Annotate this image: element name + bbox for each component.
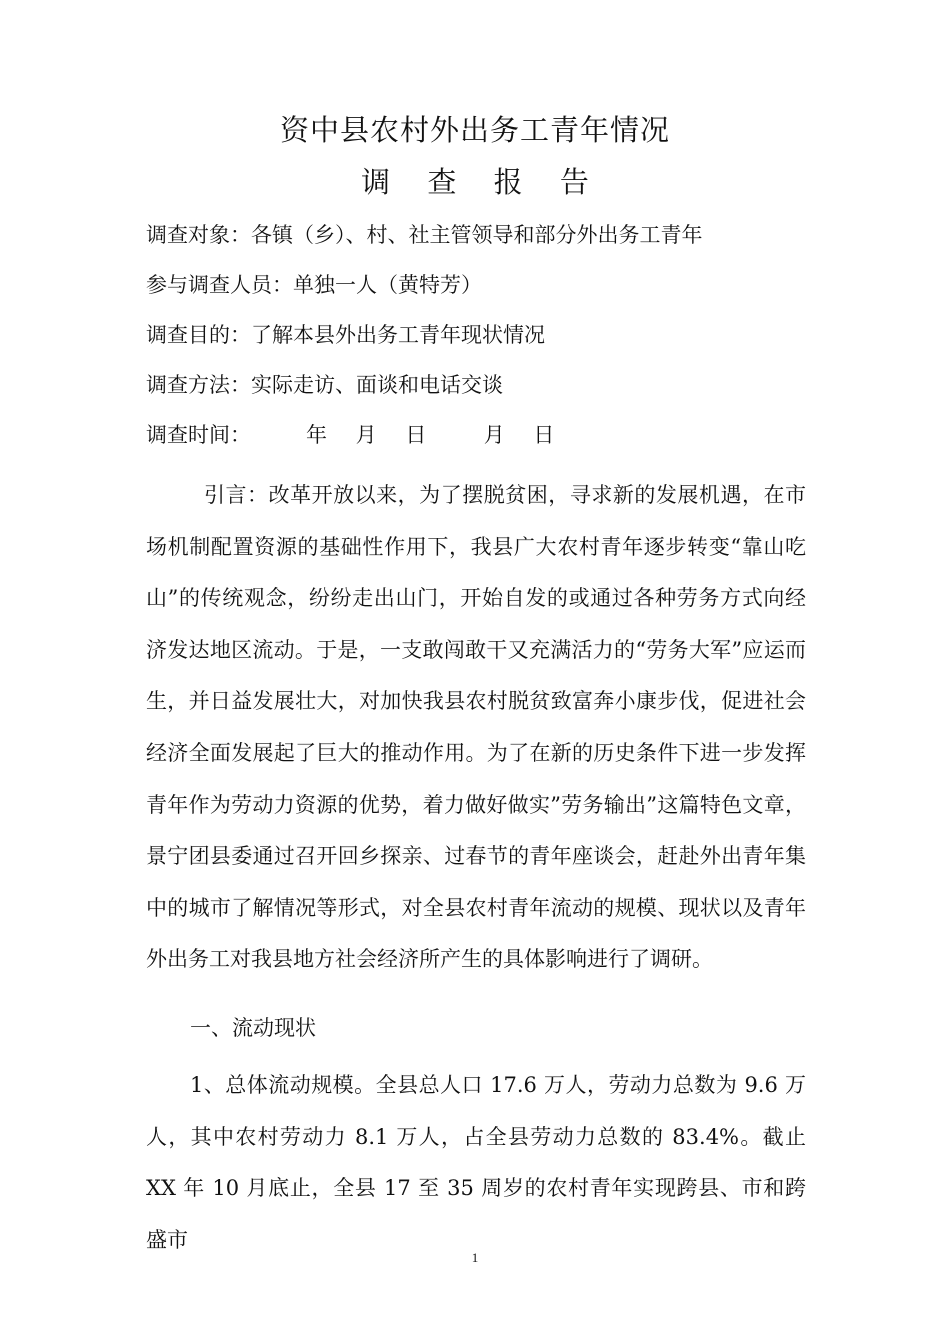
survey-time-label: 调查时间： [146,423,251,447]
body-paragraph: 1、总体流动规模。全县总人口 17.6 万人，劳动力总数为 9.6 万人，其中农村劳动力 8.1 万人，占全县劳动力总数的 83.4%。截止 XX 年 10 月底止，全县 17 至 35 周岁的农村青年实现跨县、市和跨盛市 [146,1073,806,1252]
section-heading: 一、流动现状 [190,1016,316,1040]
survey-purpose: 调查目的：了解本县外出务工青年现状情况 [146,323,545,347]
survey-staff: 参与调查人员：单独一人（黄特芳） [146,273,482,297]
intro-paragraph: 引言：改革开放以来，为了摆脱贫困，寻求新的发展机遇，在市场机制配置资源的基础性作用下，我县广大农村青年逐步转变“靠山吃山”的传统观念，纷纷走出山门，开始自发的或通过各种劳务方式向经济发达地区流动。于是，一支敢闯敢干又充满活力的“劳务大军”应运而生，并日益发展壮大，对加快我县农村脱贫致富奔小康步伐，促进社会经济全面发展起了巨大的推动作用。为了在新的历史条件下进一步发挥青年作为劳动力资源的优势，着力做好做实”劳务输出”这篇特色文章，景宁团县委通过召开回乡探亲、过春节的青年座谈会，赶赴外出青年集中的城市了解情况等形式，对全县农村青年流动的规模、现状以及青年外出务工对我县地方社会经济所产生的具体影响进行了调研。 [146,483,806,972]
survey-time-value: 年 月 日 月 日 [306,423,555,447]
survey-subject: 调查对象：各镇（乡）、村、社主管领导和部分外出务工青年 [146,223,703,247]
document-subtitle: 调 查 报 告 [361,165,603,199]
page-number: 1 [471,1250,479,1265]
survey-method: 调查方法：实际走访、面谈和电话交谈 [146,373,503,397]
survey-time [146,420,806,450]
document-title: 资中县农村外出务工青年情况 [279,113,670,147]
